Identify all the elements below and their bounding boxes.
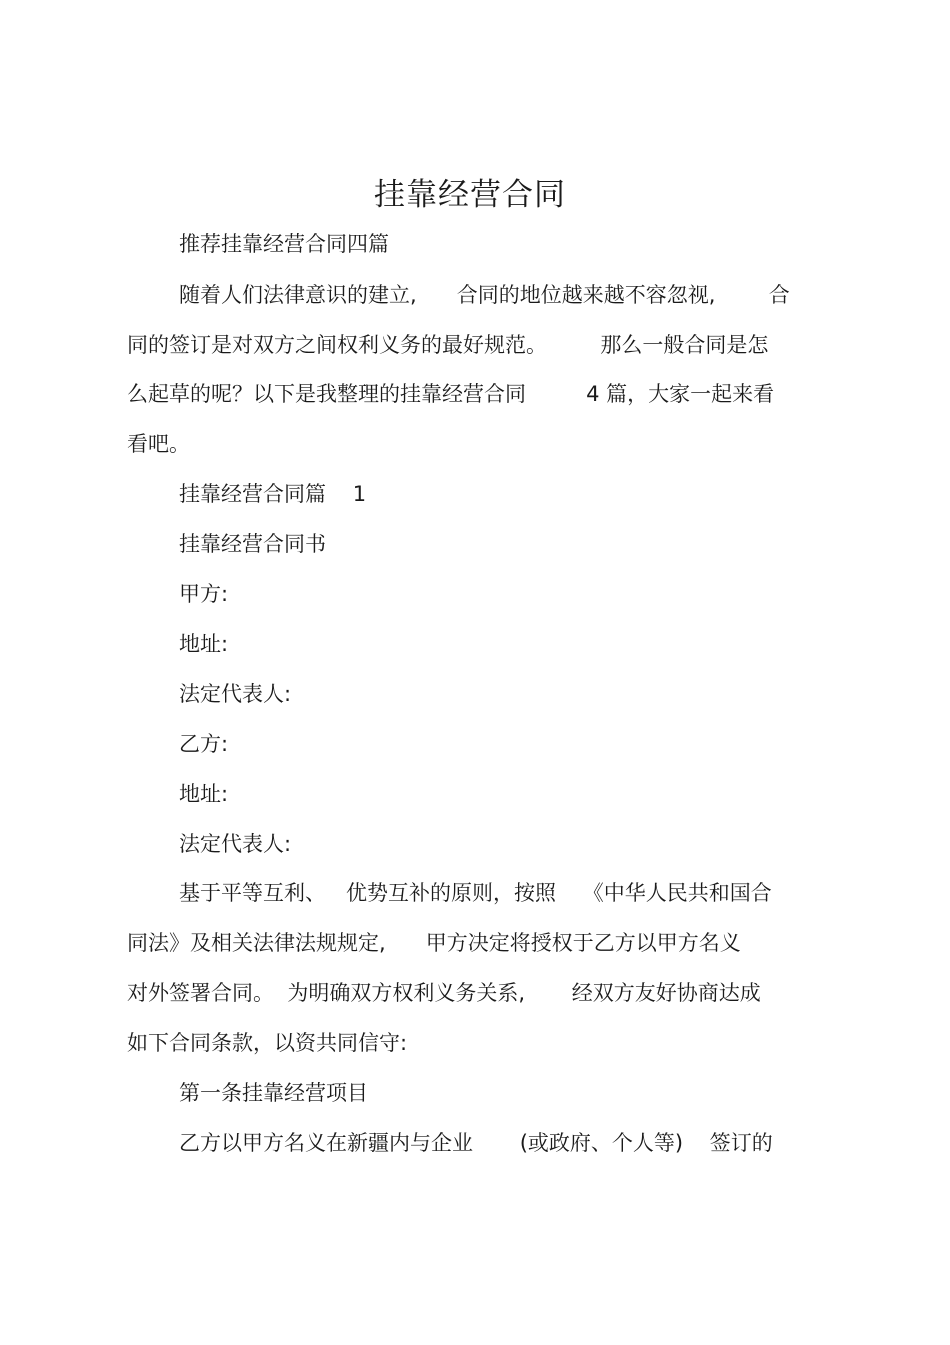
document-title: 挂靠经营合同	[374, 177, 566, 213]
preamble-line-2: 同法》及相关法律法规规定, 甲方决定将授权于乙方以甲方名义	[127, 931, 741, 955]
article-1-heading: 第一条挂靠经营项目	[179, 1081, 368, 1105]
preamble-line-4: 如下合同条款，以资共同信守:	[127, 1031, 408, 1055]
intro-line-2: 同的签订是对双方之间权利义务的最好规范。 那么一般合同是怎	[127, 333, 769, 357]
party-b-rep-label: 法定代表人:	[179, 832, 292, 856]
party-a-label: 甲方:	[179, 582, 229, 606]
party-a-rep-label: 法定代表人:	[179, 682, 292, 706]
contract-title: 挂靠经营合同书	[179, 532, 326, 556]
article-1-line: 乙方以甲方名义在新疆内与企业 (或政府、个人等) 签订的	[179, 1131, 773, 1155]
party-a-address-label: 地址:	[179, 632, 229, 656]
party-b-label: 乙方:	[179, 732, 229, 756]
party-b-address-label: 地址:	[179, 782, 229, 806]
document-subtitle: 推荐挂靠经营合同四篇	[179, 232, 389, 256]
intro-line-1: 随着人们法律意识的建立, 合同的地位越来越不容忽视, 合	[179, 283, 790, 307]
section-heading: 挂靠经营合同篇 1	[179, 482, 367, 506]
intro-line-4: 看吧。	[127, 432, 190, 456]
preamble-line-3: 对外签署合同。 为明确双方权利义务关系, 经双方友好协商达成	[127, 981, 761, 1005]
intro-line-3: 么起草的呢？以下是我整理的挂靠经营合同 4 篇，大家一起来看	[127, 382, 775, 406]
preamble-line-1: 基于平等互利、 优势互补的原则，按照 《中华人民共和国合	[179, 881, 772, 905]
